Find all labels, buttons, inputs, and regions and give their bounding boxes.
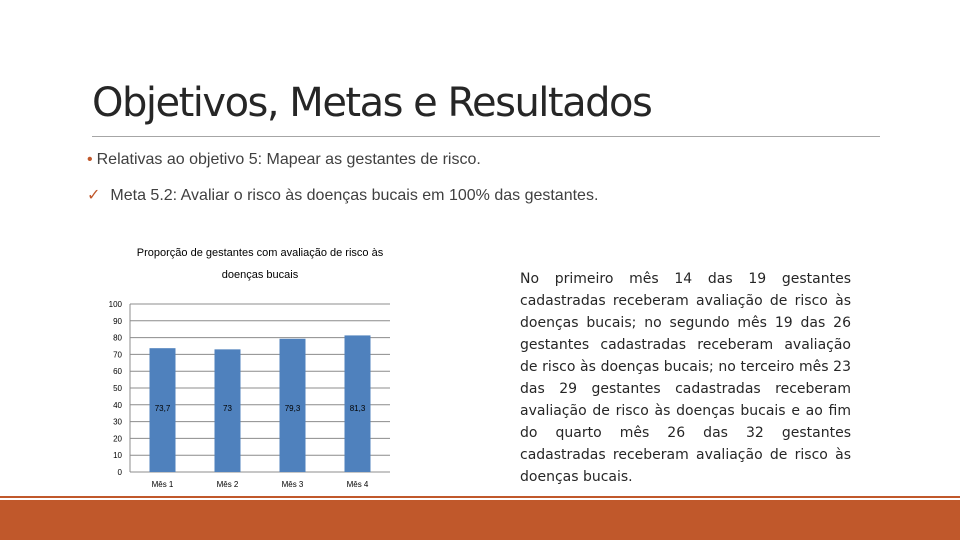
x-tick-label-2: Mês 2: [216, 480, 239, 489]
x-tick-label-4: Mês 4: [346, 480, 369, 489]
bullet-objective: [87, 151, 481, 169]
y-tick-label: 10: [113, 451, 122, 461]
y-tick-label: 60: [113, 367, 122, 377]
chart-title-line-2: doenças bucais: [221, 269, 299, 281]
y-tick-label: 40: [113, 400, 122, 410]
y-tick-label: 50: [113, 384, 122, 393]
bullet-goal: [87, 185, 598, 205]
data-label-2: 73: [223, 403, 232, 413]
x-tick-label-1: Mês 1: [151, 480, 174, 489]
footer-accent-line: [0, 496, 960, 498]
title-divider: [92, 136, 880, 137]
x-tick-label-3: Mês 3: [281, 480, 304, 489]
footer-bar: [0, 500, 960, 540]
y-tick-label: 20: [113, 434, 122, 444]
bullet-objective-text: Relativas ao objetivo 5: Mapear as gestantes de risco.: [96, 151, 481, 168]
results-description: No primeiro mês 14 das 19 gestantes cadastradas receberam avaliação de risco às doenças bucais; no segundo mês 19 das 26 gestantes cadastradas receberam avaliação de risco às doenças bucais; no terceiro mês 23 das 29 gestantes cadastradas receberam avaliação de risco às doenças bucais e ao fim do quarto mês 26 das 32 gestantes cadastradas receberam avaliação de risco às doenças bucais.: [520, 271, 851, 485]
y-tick-label: 80: [113, 333, 122, 343]
data-label-3: 79,3: [284, 403, 301, 413]
y-tick-label: 90: [113, 316, 122, 326]
data-label-1: 73,7: [154, 403, 171, 413]
chart-title-line-1: Proporção de gestantes com avaliação de risco às: [136, 247, 384, 259]
data-label-4: 81,3: [349, 403, 366, 413]
bullet-goal-text: Meta 5.2: Avaliar o risco às doenças bucais em 100% das gestantes.: [110, 187, 599, 204]
checkmark-icon: ✓: [87, 187, 101, 204]
slide-title: Objetivos, Metas e Resultados: [92, 80, 652, 126]
bullet-dot-icon: •: [87, 151, 93, 168]
bar-chart: [95, 240, 425, 500]
y-tick-label: 100: [108, 300, 122, 309]
y-tick-label: 30: [113, 417, 122, 427]
y-tick-label: 70: [113, 350, 122, 360]
y-tick-label: 0: [117, 468, 122, 477]
